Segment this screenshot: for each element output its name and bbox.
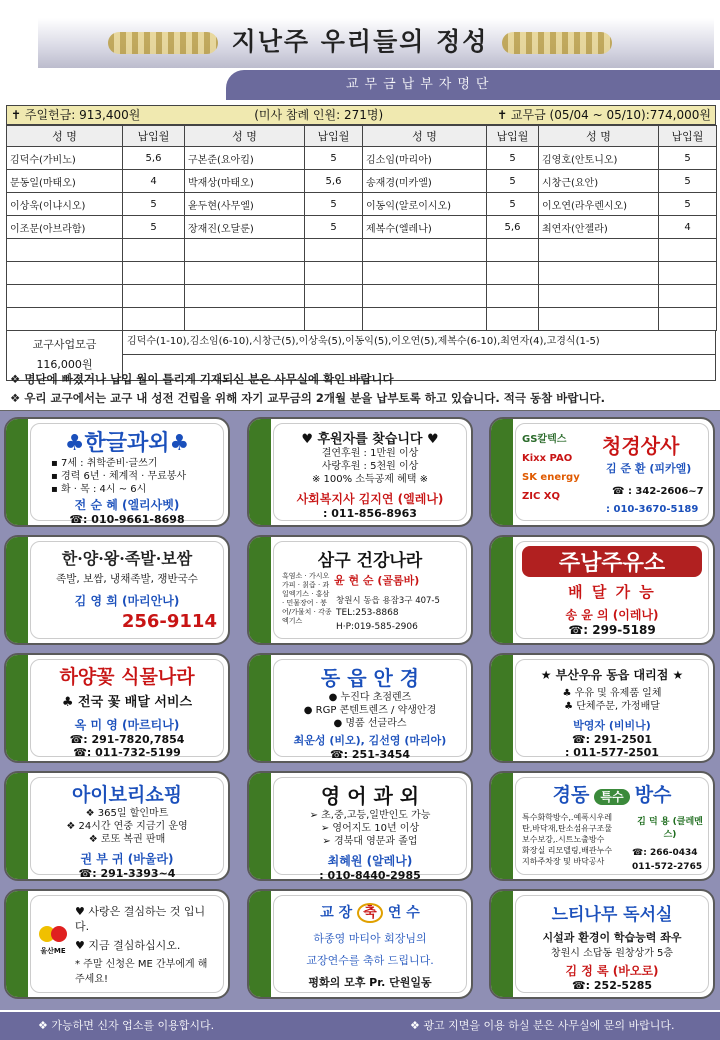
cell-month: [123, 262, 185, 285]
ad-phone: ☎: 291-3393~4: [78, 867, 176, 880]
business-names: 김덕수(1-10),김소임(6-10),시창근(5),이상욱(5),이동익(5),이오연(5),제복수(6-10),최연자(4),고경식(1-5): [123, 331, 715, 355]
ad-phone: 011-572-2765: [632, 862, 703, 872]
zic-logo-icon: ZIC XQ: [522, 491, 561, 502]
ad-contact-name: 윤 현 순 (골롬바): [334, 574, 420, 587]
ad-english-tutoring: [247, 771, 473, 881]
cell-month: 5: [487, 193, 539, 216]
ad-junam-gas: [489, 535, 715, 645]
cell-name: [185, 262, 305, 285]
cell-month: [305, 308, 363, 331]
ad-line: 흑염소 · 가시오가피 · 칡즙 · 과일엑기스 · 홍삼 · 민물장어 · 붕어/가물치 · 각종엑기스: [282, 572, 332, 625]
cell-name: 김영호(안토니오): [539, 147, 659, 170]
ad-title: ♥ 후원자를 찾습니다 ♥: [301, 432, 439, 447]
col-month: 납입월: [123, 126, 185, 147]
ad-phone: ☎: 251-3454: [329, 748, 411, 761]
cell-name: 김소임(마리아): [363, 147, 487, 170]
cell-month: [305, 262, 363, 285]
cell-month: 5: [305, 147, 363, 170]
ad-line: 결연후원 : 1만원 이상: [321, 448, 419, 459]
ad-principal-training: [247, 889, 473, 999]
table-row: [7, 193, 717, 216]
cell-month: [305, 239, 363, 262]
cell-month: [123, 308, 185, 331]
me-logo-text: 울산ME: [40, 947, 66, 955]
cell-month: [659, 285, 717, 308]
cell-month: 5: [123, 216, 185, 239]
ad-line: 보수보강,.시트노출방수: [522, 835, 605, 844]
ad-line: ● RGP 콘텐트렌즈 / 약생안경: [303, 705, 437, 716]
ad-line: 교장연수를 축하 드립니다.: [306, 954, 434, 967]
ad-contact-name: 김 덕 용 (클레멘스): [637, 817, 703, 840]
ad-samgu-health: [247, 535, 473, 645]
cell-month: [123, 239, 185, 262]
table-row: [7, 170, 717, 193]
attendance: (미사 참례 인원: 271명): [254, 108, 384, 122]
ad-contact-name: 김 준 환 (피카엘): [606, 462, 692, 475]
ad-phone: ☎: 291-7820,7854: [69, 733, 185, 746]
ad-phone: : 010-8440-2985: [319, 869, 421, 881]
ad-line: ➢ 영어지도 10년 이상: [320, 823, 420, 834]
ad-contact-name: 사회복지사 김지연 (엘레나): [296, 492, 444, 506]
cell-name: 이오연(라우렌시오): [539, 193, 659, 216]
ad-line: 평화의 모후 Pr. 단원일동: [308, 976, 432, 989]
ad-phone: : 010-3670-5189: [606, 504, 699, 515]
cell-name: 제복수(엘레나): [363, 216, 487, 239]
cell-name: [539, 239, 659, 262]
ad-cheonggyeong: [489, 417, 715, 527]
ad-phone: ☎: 010-9661-8698: [69, 513, 185, 526]
cell-month: 5: [123, 193, 185, 216]
cell-name: [7, 239, 123, 262]
dues-table: [6, 125, 717, 331]
ad-phone: ☎: 291-2501: [571, 733, 653, 746]
cell-name: [539, 308, 659, 331]
cell-name: [7, 262, 123, 285]
ad-line: 시설과 환경이 학습능력 좌우: [542, 931, 682, 944]
ad-title: 아이보리쇼핑: [71, 784, 183, 806]
cell-month: [487, 239, 539, 262]
cell-month: [487, 308, 539, 331]
ad-line: 지하주차장 및 바닥공사: [522, 857, 605, 866]
table-header: [7, 126, 717, 147]
summary-bar: [6, 105, 716, 125]
ad-phone: ☎: 252-5285: [571, 979, 653, 992]
business-label: 교구사업모금: [32, 338, 97, 351]
ad-line: 화장실 리모델링,배관누수: [522, 846, 613, 855]
ad-phone: TEL:253-8868: [336, 608, 399, 618]
kixx-logo-icon: Kixx PAO: [522, 453, 573, 464]
cell-month: [659, 239, 717, 262]
note-2: ❖ 우리 교구에서는 교구 내 성전 건립을 위해 자기 교무금의 2개월 분을 납부토록 하고 있습니다. 적극 동참 바랍니다.: [10, 391, 606, 405]
cell-name: 시창근(요안): [539, 170, 659, 193]
ad-address: 창원시 동읍 용잠3구 407-5: [336, 596, 440, 606]
ad-line: ● 명품 선글라스: [333, 718, 407, 729]
ad-contact-name: 권 부 귀 (바울라): [80, 852, 174, 866]
ad-contact-name: 김 영 희 (마리안나): [74, 594, 180, 608]
ad-line: 족발, 보쌈, 냉채족발, 쟁반국수: [56, 573, 198, 585]
ad-contact-name: 송 윤 의 (이레나): [565, 608, 659, 622]
ad-line: ♥ 지금 결심하십시오.: [75, 939, 181, 952]
cell-name: [185, 308, 305, 331]
offering-total: ✝ 주일헌금: 913,400원: [11, 108, 141, 122]
col-name: 성 명: [185, 126, 305, 147]
ad-sponsor: [247, 417, 473, 527]
ad-line: 특수화학방수,.예폭시우레: [522, 813, 613, 822]
cell-month: [487, 262, 539, 285]
ad-hangul-tutoring: [4, 417, 230, 527]
ad-contact-name: 박영자 (비비나): [573, 719, 651, 732]
me-logo-icon: [35, 926, 71, 956]
cell-name: [7, 285, 123, 308]
subtitle: 교무금납부자명단: [226, 70, 720, 100]
cell-name: 김덕수(가비노): [7, 147, 123, 170]
ad-line: ※ 100% 소득공제 혜택 ※: [311, 474, 429, 485]
page-title: 지난주 우리들의 정성: [231, 27, 489, 56]
cell-name: [363, 262, 487, 285]
ad-title: ♣한글과외♣: [64, 430, 190, 456]
ad-contact-name: 전 순 혜 (엘리사벳): [74, 498, 180, 512]
ad-study-room: [489, 889, 715, 999]
ad-phone: ☎: 011-732-5199: [73, 746, 181, 759]
cell-month: 5: [659, 170, 717, 193]
table-row: [7, 262, 717, 285]
cell-month: 5: [487, 147, 539, 170]
ad-line: 사랑후원 : 5천원 이상: [321, 461, 419, 472]
cell-month: [659, 308, 717, 331]
ad-line: ➢ 경북대 영문과 졸업: [322, 836, 418, 847]
ad-contact-name: 최혜원 (알레나): [327, 854, 413, 868]
ad-title: 삼구 건강나라: [317, 551, 423, 571]
cell-month: 4: [659, 216, 717, 239]
ad-title: [516, 780, 708, 807]
col-month: 납입월: [659, 126, 717, 147]
ad-phone: ☎ : 342-2606~7: [612, 486, 704, 497]
ad-contact-name: 최운성 (비오), 김선영 (마리아): [293, 734, 447, 747]
cell-name: [7, 308, 123, 331]
ad-line-group: [522, 812, 612, 867]
cell-month: [123, 285, 185, 308]
table-row: [7, 147, 717, 170]
ad-line: ♣ 단체주문, 가정배달: [564, 701, 660, 712]
cell-month: 5: [305, 193, 363, 216]
table-row: [7, 308, 717, 331]
footer: [0, 1012, 720, 1040]
ad-line: ❖ 로또 복권 판매: [88, 834, 166, 845]
cell-name: [363, 308, 487, 331]
col-name: 성 명: [7, 126, 123, 147]
ad-title: 하양꽃 식물나라: [59, 666, 195, 688]
table-row: [7, 216, 717, 239]
brand-logos: [522, 430, 580, 506]
ad-busan-milk: [489, 653, 715, 763]
ad-phone: H·P:019-585-2906: [336, 622, 418, 632]
cell-name: [363, 239, 487, 262]
cell-month: 5: [659, 193, 717, 216]
ad-title: ★ 부산우유 동읍 대리점 ★: [540, 668, 684, 682]
cell-name: [363, 285, 487, 308]
footer-right: ❖ 광고 지면을 이용 하실 분은 사무실에 문의 바랍니다.: [410, 1019, 675, 1032]
ad-hanyang-jokbal: [4, 535, 230, 645]
col-name: 성 명: [539, 126, 659, 147]
notes: [10, 370, 605, 408]
ad-line: ❖ 24시간 연중 지금기 운영: [66, 821, 188, 832]
cell-month: [659, 262, 717, 285]
ad-line: 배 달 가 능: [568, 583, 656, 601]
ad-title-part: 연 수: [387, 905, 420, 921]
ad-line: 탄,바닥재,탄소섬유구조물: [522, 824, 613, 833]
ad-title-part: 경동: [552, 784, 590, 806]
cell-name: 이상욱(이냐시오): [7, 193, 123, 216]
header: [0, 0, 720, 100]
ad-title: 느티나무 독서실: [551, 905, 673, 925]
cell-name: 이조문(아브라함): [7, 216, 123, 239]
ad-contact-name: 옥 미 영 (마르티나): [74, 718, 180, 732]
ad-line: ▪ 화 · 목 : 4시 ~ 6시: [51, 484, 147, 495]
dues-table-section: [6, 105, 716, 381]
ad-line: ▪ 7세 : 취학준비·글쓰기: [51, 458, 158, 469]
cell-name: 이동익(알로이시오): [363, 193, 487, 216]
ad-phone: : 011-577-2501: [565, 746, 659, 759]
ad-line: ❖ 365일 할인마트: [85, 808, 169, 819]
cell-month: [487, 285, 539, 308]
ad-line: ♣ 우유 및 유제품 일체: [562, 688, 662, 699]
ad-gyeongdong-waterproof: [489, 771, 715, 881]
ad-line: ▪ 경력 6년 · 체계적 · 무료봉사: [51, 471, 187, 482]
ad-text: [75, 904, 219, 987]
cell-month: 4: [123, 170, 185, 193]
note-1: ❖ 명단에 빠졌거나 납입 월이 틀리게 기재되신 분은 사무실에 확인 바랍니다: [10, 372, 394, 386]
cell-month: 5: [659, 147, 717, 170]
ad-line: ♣ 전국 꽃 배달 서비스: [61, 695, 193, 710]
ad-title-part: 특수: [594, 789, 629, 805]
dues-total: ✝ 교무금 (05/04 ~ 05/10):774,000원: [497, 108, 711, 122]
business-amount: 116,000원: [36, 358, 93, 371]
ad-dongeup-optical: [247, 653, 473, 763]
cell-month: 5,6: [487, 216, 539, 239]
ad-title: [274, 902, 466, 922]
ad-phone: ☎: 266-0434: [632, 848, 698, 858]
ad-title: 청경상사: [602, 434, 680, 458]
cell-name: 윤두현(사무엘): [185, 193, 305, 216]
cell-name: 구본준(요아킴): [185, 147, 305, 170]
ad-ivory-shopping: [4, 771, 230, 881]
cell-name: [539, 285, 659, 308]
cell-month: 5: [305, 216, 363, 239]
cell-name: 박재상(마태오): [185, 170, 305, 193]
cell-name: 최연자(안젤라): [539, 216, 659, 239]
cell-month: 5,6: [123, 147, 185, 170]
ad-line: 하종영 마티아 회장님의: [313, 932, 427, 945]
ad-me-marriage: [4, 889, 230, 999]
cell-name: [185, 239, 305, 262]
ad-line: * 주말 신청은 ME 간부에게 해 주세요!: [75, 959, 208, 985]
cell-name: [539, 262, 659, 285]
col-month: 납입월: [305, 126, 363, 147]
ad-flower-shop: [4, 653, 230, 763]
table-row: [7, 285, 717, 308]
ad-title: 한·양·왕·족발·보쌈: [61, 549, 193, 568]
ad-contact-name: 김 정 록 (바오로): [565, 964, 659, 978]
table-row: [7, 239, 717, 262]
sk-logo-icon: SK energy: [522, 472, 580, 483]
ad-title: 동 읍 안 경: [320, 666, 420, 690]
cell-name: 송재경(미카엘): [363, 170, 487, 193]
ad-line: ● 누진다 초점렌즈: [328, 692, 412, 703]
ad-line: ➢ 초,중,고등,일반인도 가능: [309, 810, 431, 821]
ad-title-part: 방수: [634, 784, 672, 806]
cell-month: 5,6: [305, 170, 363, 193]
celebration-icon: 축: [357, 903, 383, 923]
ad-title: 영 어 과 외: [320, 784, 420, 808]
ad-address: 창원시 소답동 원창상가 5층: [550, 948, 674, 959]
ad-title-part: 교 장: [320, 905, 353, 921]
footer-left: ❖ 가능하면 신자 업소를 이용합시다.: [38, 1019, 215, 1032]
cell-month: 5: [487, 170, 539, 193]
ads-section: [0, 410, 720, 1010]
col-month: 납입월: [487, 126, 539, 147]
gs-logo-icon: GS칼텍스: [522, 434, 567, 445]
cell-name: 문동일(마태오): [7, 170, 123, 193]
cell-name: [185, 285, 305, 308]
ad-phone: ☎: 299-5189: [568, 623, 656, 637]
col-name: 성 명: [363, 126, 487, 147]
cell-name: 장재진(오달룬): [185, 216, 305, 239]
ad-title: 주남주유소: [522, 546, 702, 577]
ad-phone: : 011-856-8963: [323, 507, 417, 520]
cell-month: [305, 285, 363, 308]
ad-phone: 256-9114: [121, 611, 217, 632]
ad-line: ♥ 사랑은 결심하는 것 입니다.: [75, 905, 206, 933]
